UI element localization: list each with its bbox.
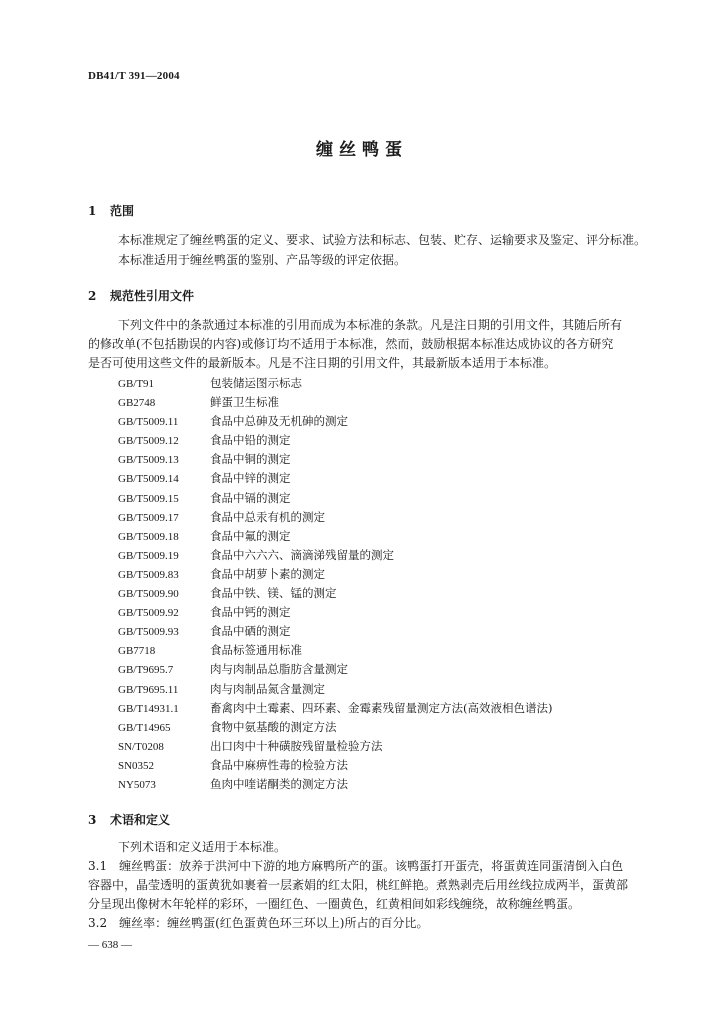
reference-code: GB/T5009.17: [118, 511, 179, 524]
reference-item: [118, 565, 552, 584]
reference-name: 畜禽肉中土霉素、四环素、金霉素残留量测定方法(高效液相色谱法): [210, 700, 553, 715]
reference-item: [118, 699, 552, 718]
reference-item: [118, 374, 552, 393]
paragraph: 3.1 缠丝鸭蛋：放养于洪河中下游的地方麻鸭所产的蛋。该鸭蛋打开蛋壳，将蛋黄连同蛋清倒入白色: [88, 859, 624, 873]
section-heading: [88, 811, 170, 828]
section-heading: [88, 202, 134, 219]
paragraph: 下列文件中的条款通过本标准的引用而成为本标准的条款。凡是注日期的引用文件，其随后所有: [118, 318, 623, 332]
reference-code: GB2748: [118, 397, 156, 410]
reference-code: GB/T5009.13: [118, 454, 179, 467]
paragraph: 本标准规定了缠丝鸭蛋的定义、要求、试验方法和标志、包装、贮存、运输要求及鉴定、评分标准。: [118, 233, 647, 247]
paragraph: 的修改单(不包括勘误的内容)或修订均不适用于本标准，然而，鼓励根据本标准达成协议的各方研究: [88, 337, 614, 351]
reference-code: GB/T91: [118, 378, 155, 390]
section-number: 2: [88, 289, 97, 303]
section-number: 3: [88, 813, 97, 827]
reference-name: 食物中氨基酸的测定方法: [210, 719, 337, 734]
reference-code: GB7718: [118, 645, 156, 658]
reference-code: NY5073: [118, 778, 156, 791]
reference-code: GB/T5009.90: [118, 588, 179, 601]
reference-item: [118, 622, 552, 641]
reference-name: 食品中硒的测定: [210, 624, 291, 639]
reference-name: 包装储运图示标志: [210, 376, 302, 390]
reference-name: 食品中氟的测定: [210, 528, 291, 543]
reference-item: [118, 546, 552, 565]
reference-name: 食品中六六六、滴滴涕残留量的测定: [210, 547, 394, 562]
reference-code: SN0352: [118, 759, 155, 772]
reference-list: [118, 374, 552, 794]
reference-code: GB/T5009.12: [118, 435, 179, 448]
page-number: — 638 —: [88, 939, 132, 951]
reference-name: 食品中铁、镁、锰的测定: [210, 586, 337, 601]
reference-code: GB/T14965: [118, 721, 171, 734]
section-heading: [88, 287, 194, 304]
reference-code: GB/T5009.92: [118, 607, 179, 620]
reference-item: [118, 469, 552, 488]
reference-item: [118, 660, 552, 679]
reference-item: [118, 450, 552, 469]
reference-code: GB/T5009.93: [118, 626, 179, 639]
reference-name: 食品中锌的测定: [210, 471, 291, 486]
reference-name: 肉与肉制品总脂肪含量测定: [210, 662, 348, 677]
reference-item: [118, 431, 552, 450]
reference-name: 食品中麻痹性毒的检验方法: [210, 757, 348, 772]
reference-name: 食品中胡萝卜素的测定: [210, 566, 325, 581]
reference-code: GB/T5009.19: [118, 549, 179, 562]
reference-item: [118, 756, 552, 775]
reference-code: GB/T5009.11: [118, 416, 179, 429]
section-title: 术语和定义: [110, 813, 171, 827]
reference-item: [118, 584, 552, 603]
reference-name: 食品标签通用标准: [210, 643, 302, 658]
reference-code: GB/T5009.15: [118, 492, 179, 505]
reference-code: GB/T9695.7: [118, 664, 174, 677]
reference-item: [118, 527, 552, 546]
paragraph: 是否可使用这些文件的最新版本。凡是不注日期的引用文件，其最新版本适用于本标准。: [88, 356, 557, 370]
reference-item: [118, 412, 552, 431]
section-number: 1: [88, 204, 97, 218]
reference-name: 肉与肉制品氮含量测定: [210, 681, 325, 696]
reference-name: 鱼肉中喹诺酮类的测定方法: [210, 776, 348, 791]
reference-name: 食品中镉的测定: [210, 490, 291, 505]
reference-item: [118, 680, 552, 699]
paragraph: 容器中，晶莹透明的蛋黄犹如裹着一层紊娟的红太阳，桃红鲜艳。煮熟剥壳后用丝线拉成两半，蛋黄部: [88, 878, 629, 892]
reference-item: [118, 489, 552, 508]
reference-item: [118, 393, 552, 412]
reference-name: 食品中铜的测定: [210, 452, 291, 467]
reference-name: 鲜蛋卫生标准: [210, 395, 279, 410]
reference-code: SN/T0208: [118, 740, 164, 753]
reference-name: 食品中总砷及无机砷的测定: [210, 414, 348, 429]
paragraph: 分呈现出像树木年轮样的彩环，一圈红色、一圈黄色，红黄相间如彩线缠绕，故称缠丝鸭蛋。: [88, 897, 581, 911]
document-title: 缠丝鸭蛋: [316, 140, 408, 160]
reference-name: 出口肉中十种磺胺残留量检验方法: [210, 738, 383, 753]
paragraph: 下列术语和定义适用于本标准。: [118, 840, 287, 854]
reference-item: [118, 603, 552, 622]
reference-item: [118, 641, 552, 660]
reference-code: GB/T5009.14: [118, 473, 179, 486]
reference-code: GB/T9695.11: [118, 683, 179, 696]
reference-name: 食品中总汞有机的测定: [210, 509, 325, 524]
reference-code: GB/T14931.1: [118, 702, 179, 715]
reference-code: GB/T5009.83: [118, 568, 179, 581]
paragraph: 3.2 缠丝率：缠丝鸭蛋(红色蛋黄色环三环以上)所占的百分比。: [88, 916, 429, 930]
reference-item: [118, 775, 552, 794]
document-code: DB41/T 391—2004: [88, 70, 180, 82]
section-title: 范围: [110, 204, 135, 218]
reference-name: 食品中铅的测定: [210, 433, 291, 448]
reference-item: [118, 508, 552, 527]
reference-item: [118, 737, 552, 756]
paragraph: 本标准适用于缠丝鸭蛋的鉴别、产品等级的评定依据。: [118, 253, 407, 267]
reference-item: [118, 718, 552, 737]
section-title: 规范性引用文件: [110, 289, 195, 303]
reference-name: 食品中钙的测定: [210, 605, 291, 620]
reference-code: GB/T5009.18: [118, 530, 179, 543]
